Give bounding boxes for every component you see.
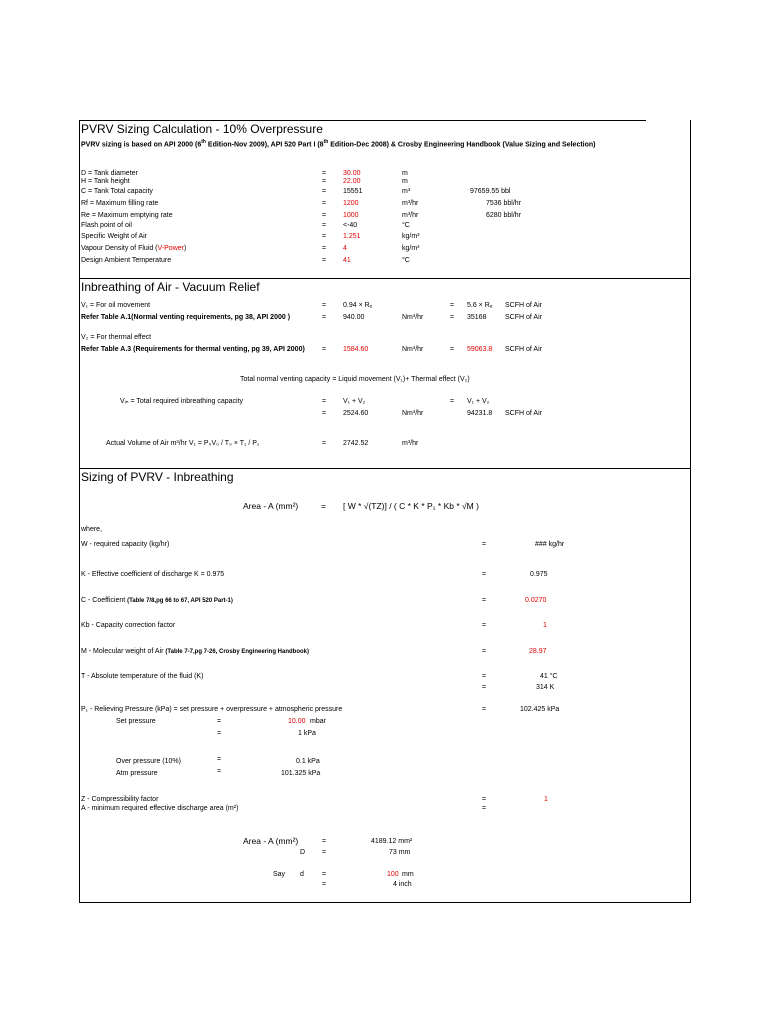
row-eq: = (482, 541, 487, 548)
result-area-value: 4189.12 mm² (371, 838, 413, 845)
row-k-label: K - Effective coefficient of discharge K = 0.975 (81, 571, 225, 578)
input-value-spweight: 1.251 (343, 233, 361, 240)
ref-table-a1: Refer Table A.1(Normal venting requirements, pg 38, API 2000 ) (81, 314, 291, 321)
v2-value-unit: Nm³/hr (402, 346, 424, 353)
atm-pressure-label: Atm pressure (116, 770, 158, 777)
row-eq: = (482, 597, 487, 604)
input-eq: = (322, 233, 327, 240)
input-label-spweight: Specific Weight of Air (81, 233, 148, 240)
row-c-label: C - Coefficient (Table 7/8,pg 66 to 67, API 520 Part-1) (81, 597, 233, 604)
eq-sign: = (322, 838, 327, 845)
eq-sign: = (482, 805, 487, 812)
row-eq: = (482, 684, 487, 691)
v1-value-alt: 35168 (467, 314, 487, 321)
input-unit-rf: m³/hr (402, 200, 419, 207)
input-eq: = (322, 222, 327, 229)
eq-sign: = (217, 718, 222, 725)
row-eq: = (482, 622, 487, 629)
area-formula-eq: = (321, 501, 326, 511)
input-label-ambient: Design Ambient Temperature (81, 257, 172, 264)
section-divider-inbreathing (79, 278, 690, 279)
input-eq: = (322, 212, 327, 219)
input-eq: = (322, 170, 327, 177)
input-label-re: Re = Maximum emptying rate (81, 212, 173, 219)
eq-sign: = (450, 346, 455, 353)
input-eq: = (322, 188, 327, 195)
input-unit-vapour: kg/m³ (402, 245, 420, 252)
section-divider-sizing (79, 468, 690, 469)
input-label-vapour: Vapour Density of Fluid (V-Power) (81, 245, 187, 252)
input-alt-rf: 7536 bbl/hr (486, 200, 522, 207)
total-caption: Total normal venting capacity = Liquid movement (V₁)+ Thermal effect (V₂) (240, 376, 470, 383)
vin-label: Vᵢₙ = Total required inbreathing capacity (120, 398, 244, 405)
z-label: Z - Compressibility factor (81, 796, 159, 803)
input-value-flash: <-40 (343, 222, 358, 229)
input-unit-ambient: °C (402, 257, 410, 264)
v2-value: 1584.60 (343, 346, 369, 353)
input-value-d: 30.00 (343, 170, 361, 177)
row-p1-label: P₁ - Relieving Pressure (kPa) = set pressure + overpressure + atmospheric pressure (81, 706, 343, 713)
eq-sign: = (450, 398, 455, 405)
say-unit: mm (402, 871, 414, 878)
input-eq: = (322, 257, 327, 264)
a-label: A - minimum required effective discharge area (m²) (81, 805, 239, 812)
input-label-h: H = Tank height (81, 178, 130, 185)
v2-unit: SCFH of Air (505, 346, 542, 353)
set-pressure-kpa: 1 kPa (298, 730, 316, 737)
section-heading-sizing: Sizing of PVRV - Inbreathing (81, 470, 234, 484)
row-w-label: W - required capacity (kg/hr) (81, 541, 170, 548)
set-pressure-unit: mbar (310, 718, 326, 725)
v1-unit: SCFH of Air (505, 302, 542, 309)
actual-volume-unit: m³/hr (402, 440, 419, 447)
where-label: where, (81, 526, 103, 533)
row-t-label: T - Absolute temperature of the fluid (K) (81, 673, 204, 680)
row-k-value: 0.975 (530, 571, 548, 578)
eq-sign: = (217, 756, 222, 763)
input-unit-d: m (402, 170, 408, 177)
row-eq: = (482, 571, 487, 578)
eq-sign: = (450, 314, 455, 321)
input-alt-re: 6280 bbl/hr (486, 212, 522, 219)
v1-label: V₁ = For oil movement (81, 302, 151, 309)
input-label-d: D = Tank diameter (81, 170, 138, 177)
say-label: Say (273, 871, 286, 878)
sheet-frame (79, 120, 691, 903)
row-kb-label: Kb - Capacity correction factor (81, 622, 176, 629)
eq-sign: = (482, 796, 487, 803)
eq-sign: = (217, 768, 222, 775)
v1-value-unit: Nm³/hr (402, 314, 424, 321)
eq-sign: = (322, 398, 327, 405)
input-unit-c: m³ (402, 188, 411, 195)
eq-sign: = (322, 881, 327, 888)
vin-unit: SCFH of Air (505, 410, 542, 417)
actual-volume-label: Actual Volume of Air m³/hr V₁ = P₀V₀ / T₀ × T₁ / P₁ (106, 440, 260, 447)
eq-sign: = (322, 314, 327, 321)
input-unit-spweight: kg/m³ (402, 233, 420, 240)
overpressure-label: Over pressure (10%) (116, 758, 181, 765)
input-unit-flash: °C (402, 222, 410, 229)
input-label-rf: Rf = Maximum filling rate (81, 200, 159, 207)
eq-sign: = (217, 730, 222, 737)
eq-sign: = (450, 302, 455, 309)
v1-value-alt-unit: SCFH of Air (505, 314, 542, 321)
input-eq: = (322, 245, 327, 252)
eq-sign: = (322, 440, 327, 447)
section-heading-inbreathing: Inbreathing of Air - Vacuum Relief (81, 280, 260, 294)
set-pressure-value: 10.00 (288, 718, 306, 725)
eq-sign: = (322, 871, 327, 878)
page-subtitle: PVRV sizing is based on API 2000 (6th Edition-Nov 2009), API 520 Part I (8th Edition-Dec 2008) & Crosby Engineering Handbook (Value Sizing and Selection) (81, 139, 596, 149)
vin-formula: V₁ + V₂ (343, 398, 366, 405)
v1-formula-alt: 5.6 × Rₑ (467, 302, 493, 309)
atm-pressure-value: 101.325 kPa (281, 770, 321, 777)
row-p1-value: 102.425 kPa (520, 706, 560, 713)
area-formula: [ W * √(TZ)] / ( C * K * P₁ * Kb * √M ) (343, 501, 479, 511)
row-eq: = (482, 673, 487, 680)
row-c-value: 0.0270 (525, 597, 547, 604)
row-eq: = (482, 648, 487, 655)
eq-sign: = (322, 410, 327, 417)
row-eq: = (482, 706, 487, 713)
vin-value: 2524.60 (343, 410, 369, 417)
row-w-value: ### kg/hr (535, 541, 565, 548)
input-eq: = (322, 178, 327, 185)
row-t-value-k: 314 K (536, 684, 555, 691)
input-value-ambient: 41 (343, 257, 351, 264)
input-value-rf: 1200 (343, 200, 359, 207)
eq-sign: = (322, 849, 327, 856)
z-value: 1 (544, 796, 548, 803)
input-value-vapour: 4 (343, 245, 347, 252)
actual-volume-value: 2742.52 (343, 440, 369, 447)
result-d-value: 73 mm (389, 849, 411, 856)
vin-formula-alt: V₁ + V₂ (467, 398, 490, 405)
v2-label: V₂ = For thermal effect (81, 334, 152, 341)
ref-table-a3: Refer Table A.3 (Requirements for thermal venting, pg 39, API 2000) (81, 346, 305, 353)
input-value-h: 22.00 (343, 178, 361, 185)
result-d-label: D (300, 849, 306, 856)
input-eq: = (322, 200, 327, 207)
page-title: PVRV Sizing Calculation - 10% Overpressure (81, 122, 323, 136)
say-inch: 4 inch (393, 881, 412, 888)
v1-value: 940.00 (343, 314, 365, 321)
input-value-c: 15551 (343, 188, 363, 195)
eq-sign: = (322, 346, 327, 353)
area-formula-label: Area - A (mm²) (243, 501, 299, 511)
row-t-value-c: 41 °C (540, 673, 558, 680)
input-label-c: C = Tank Total capacity (81, 188, 153, 195)
overpressure-value: 0.1 kPa (296, 758, 320, 765)
vin-value-alt: 94231.8 (467, 410, 493, 417)
row-kb-value: 1 (543, 622, 547, 629)
row-m-label: M - Molecular weight of Air (Table 7-7,pg 7-26, Crosby Engineering Handbook) (81, 648, 309, 655)
v2-value-alt: 59063.8 (467, 346, 493, 353)
input-alt-c: 97659.55 bbl (470, 188, 511, 195)
input-label-flash: Flash point of oil (81, 222, 132, 229)
input-unit-h: m (402, 178, 408, 185)
result-area-label: Area - A (mm²) (243, 836, 299, 846)
v1-formula: 0.94 × Rₑ (343, 302, 373, 309)
vin-value-unit: Nm³/hr (402, 410, 424, 417)
set-pressure-label: Set pressure (116, 718, 156, 725)
eq-sign: = (322, 302, 327, 309)
say-d: d (300, 871, 304, 878)
input-value-re: 1000 (343, 212, 359, 219)
row-m-value: 28.97 (529, 648, 547, 655)
input-unit-re: m³/hr (402, 212, 419, 219)
say-value: 100 (387, 871, 399, 878)
